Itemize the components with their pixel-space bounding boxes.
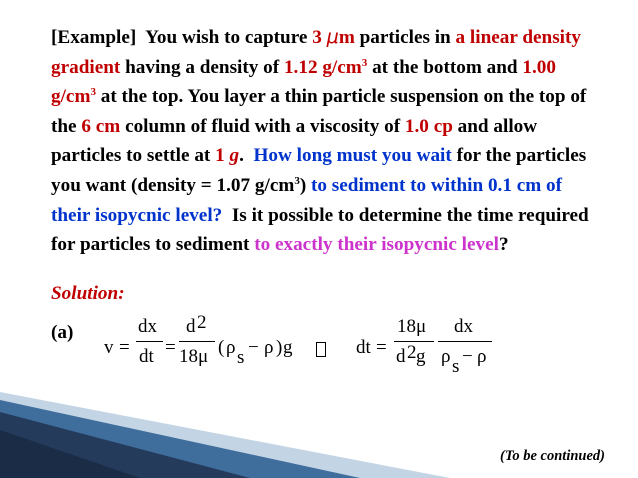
continued-note: (To be continued)	[500, 448, 605, 464]
question-exact: to exactly their isopycnic level	[254, 234, 499, 256]
eq1-equals2: =	[165, 337, 176, 358]
question-sediment: to sediment to within 0.1 cm of their isopycnic level?	[51, 174, 563, 226]
eq1-rho-s: ρ	[226, 337, 236, 358]
example-label: [Example]	[51, 27, 137, 48]
eq1-rho: ρ	[264, 337, 274, 358]
eq1-num-dx: dx	[138, 316, 157, 337]
eq2-den-sub: s	[452, 356, 460, 377]
eq2-equals: =	[376, 337, 387, 358]
eq2-den-d: d	[396, 346, 406, 367]
eq1-equals: =	[119, 337, 130, 358]
solution-heading: Solution:	[51, 283, 125, 304]
part-label: (a)	[51, 322, 74, 343]
particle-size: 3 μm	[312, 25, 355, 48]
eq2-lhs: dt	[356, 337, 371, 358]
eq2-num-18: 18	[397, 316, 416, 337]
gradient-type: a linear density gradient	[51, 27, 581, 78]
eq1-den-mu: μ	[198, 346, 209, 367]
eq2-den-minus: −	[462, 346, 473, 367]
eq2-den-rho-s: ρ	[441, 346, 451, 367]
column-height: 6 cm	[81, 115, 121, 137]
eq2-frac2-line	[438, 341, 492, 342]
density-top: 1.00 $g/cm^3$	[51, 56, 556, 108]
eq1-frac1-line	[136, 341, 163, 342]
problem-statement: [Example] You wish to capture 3 μm particles in a linear density gradient having a density of 1.12 $g/cm^3$ at the bottom and 1.00 $g/cm^3$ at the top. You layer a thin particle suspension on the top of the 6 cm column of fluid with a viscosity of 1.0 cp and allow particles to settle at 1 g. How long must you wait for the particles you want (density = 1.07 $g/cm^3$) to sediment to within 0.1 cm of their isopycnic level? Is it possible to determine the time required for particles to sediment to exactly their isopycnic level?	[51, 25, 589, 256]
eq2-den-rho: ρ	[477, 346, 487, 367]
density-bottom: 1.12 $g/cm^3$	[283, 56, 368, 78]
eq1-den-18: 18	[179, 346, 198, 367]
question-wait: How long must you wait	[253, 145, 452, 167]
eq2-num-dx: dx	[454, 316, 473, 337]
eq1-num-exp: 2	[197, 312, 207, 333]
eq1-paren-close: )	[276, 337, 283, 358]
eq1-lhs: v	[104, 337, 114, 358]
eq1-num-d: d	[186, 316, 196, 337]
eq1-g: g	[283, 337, 293, 358]
gravity: 1 g	[215, 145, 240, 167]
implies-glyph	[316, 342, 326, 357]
eq1-den-dt: dt	[139, 346, 154, 367]
viscosity: 1.0 cp	[404, 115, 453, 137]
eq2-num-mu: μ	[416, 316, 427, 337]
eq1-paren-open: (	[218, 337, 225, 358]
eq1-minus: −	[248, 337, 259, 358]
eq2-den-g: g	[416, 346, 426, 367]
eq1-rho-s-sub: s	[237, 347, 245, 368]
eq2-den-exp: 2	[407, 342, 417, 363]
eq1-frac2-line	[179, 341, 215, 342]
